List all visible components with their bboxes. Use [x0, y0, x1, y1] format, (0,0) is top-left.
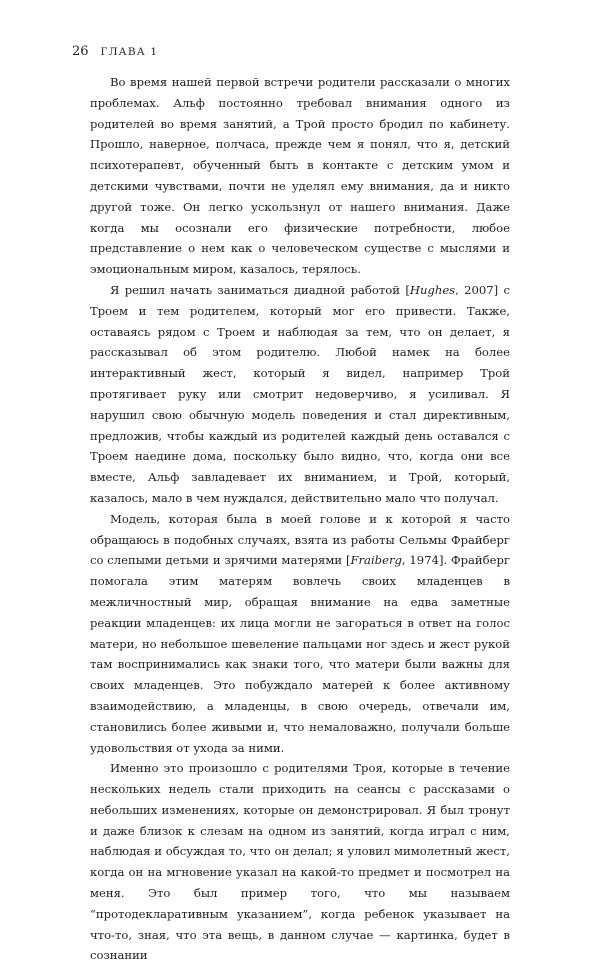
paragraph-2	[90, 280, 510, 509]
paragraph-text: Я решил начать заниматься диадной работой [	[110, 282, 410, 297]
running-head	[72, 44, 158, 59]
citation-author: Fraiberg	[350, 553, 402, 568]
page-number: 26	[72, 44, 89, 59]
paragraph-text: , 1974]. Фрайберг помогала этим матерям вовлечь своих младенцев в межличностный мир, обращая внимание на едва заметные реакции младенцев: их лица могли не загораться в ответ на голос матери, но небольшое шевеление пальцами ног здесь и жест рукой там воспринимались как знаки того, что матери были важны для своих младенцев. Это побуждало матерей к более активному взаимодействию, а младенцы, в свою очередь, отвечали им, становились более живыми и, что немаловажно, получали больше удовольствия от ухода за ними.	[90, 553, 510, 755]
paragraph-text: Модель, которая была в моей голове и к которой я часто обращаюсь в подобных случаях, взята из работы Сельмы Фрайберг со слепыми детьми и зрячими матерями [	[90, 511, 510, 568]
paragraph-4	[90, 758, 510, 966]
chapter-label: ГЛАВА 1	[100, 46, 159, 58]
paragraph-3	[90, 509, 510, 759]
paragraph-text: , 2007] с Троем и тем родителем, который мог его привести. Также, оставаясь рядом с Троем и наблюдая за тем, что он делает, я рассказывал об этом родителю. Любой намек на более интерактивный жест, который я видел, например Трой протягивает руку или смотрит недоверчиво, я усиливал. Я нарушил свою обычную модель поведения и стал директивным, предложив, чтобы каждый из родителей каждый день оставался с Троем наедине дома, поскольку было видно, что, когда они все вместе, Альф завладевает их вниманием, и Трой, который, казалось, мало в чем нуждался, действительно мало что получал.	[90, 282, 510, 505]
body-text	[90, 72, 510, 966]
paragraph-1	[90, 72, 510, 280]
citation-author: Hughes	[409, 282, 456, 297]
paragraph-text: Именно это произошло с родителями Троя, которые в течение нескольких недель стали приходить на сеансы с рассказами о небольших изменениях, которые он демонстрировал. Я был тронут и даже близок к слезам на одном из занятий, когда играл с ним, наблюдая и обсуждая то, что он делал; я уловил мимолетный жест, когда он на мгновение указал на какой-то предмет и посмотрел на меня. Это был пример того, что мы называем “протодекларативным указанием”, когда ребенок указывает на что-то, зная, что эта вещь, в данном случае — картинка, будет в сознании	[90, 761, 510, 963]
paragraph-text: Во время нашей первой встречи родители рассказали о многих проблемах. Альф постоянно требовал внимания одного из родителей во время занятий, а Трой просто бродил по кабинету. Прошло, наверное, полчаса, прежде чем я понял, что я, детский психотерапевт, обученный быть в контакте с детским умом и детскими чувствами, почти не уделял ему внимания, да и никто другой тоже. Он легко ускользнул от нашего внимания. Даже когда мы осознали его физические потребности, любое представление о нем как о человеческом существе с мыслями и эмоциональным миром, казалось, терялось.	[90, 75, 510, 277]
